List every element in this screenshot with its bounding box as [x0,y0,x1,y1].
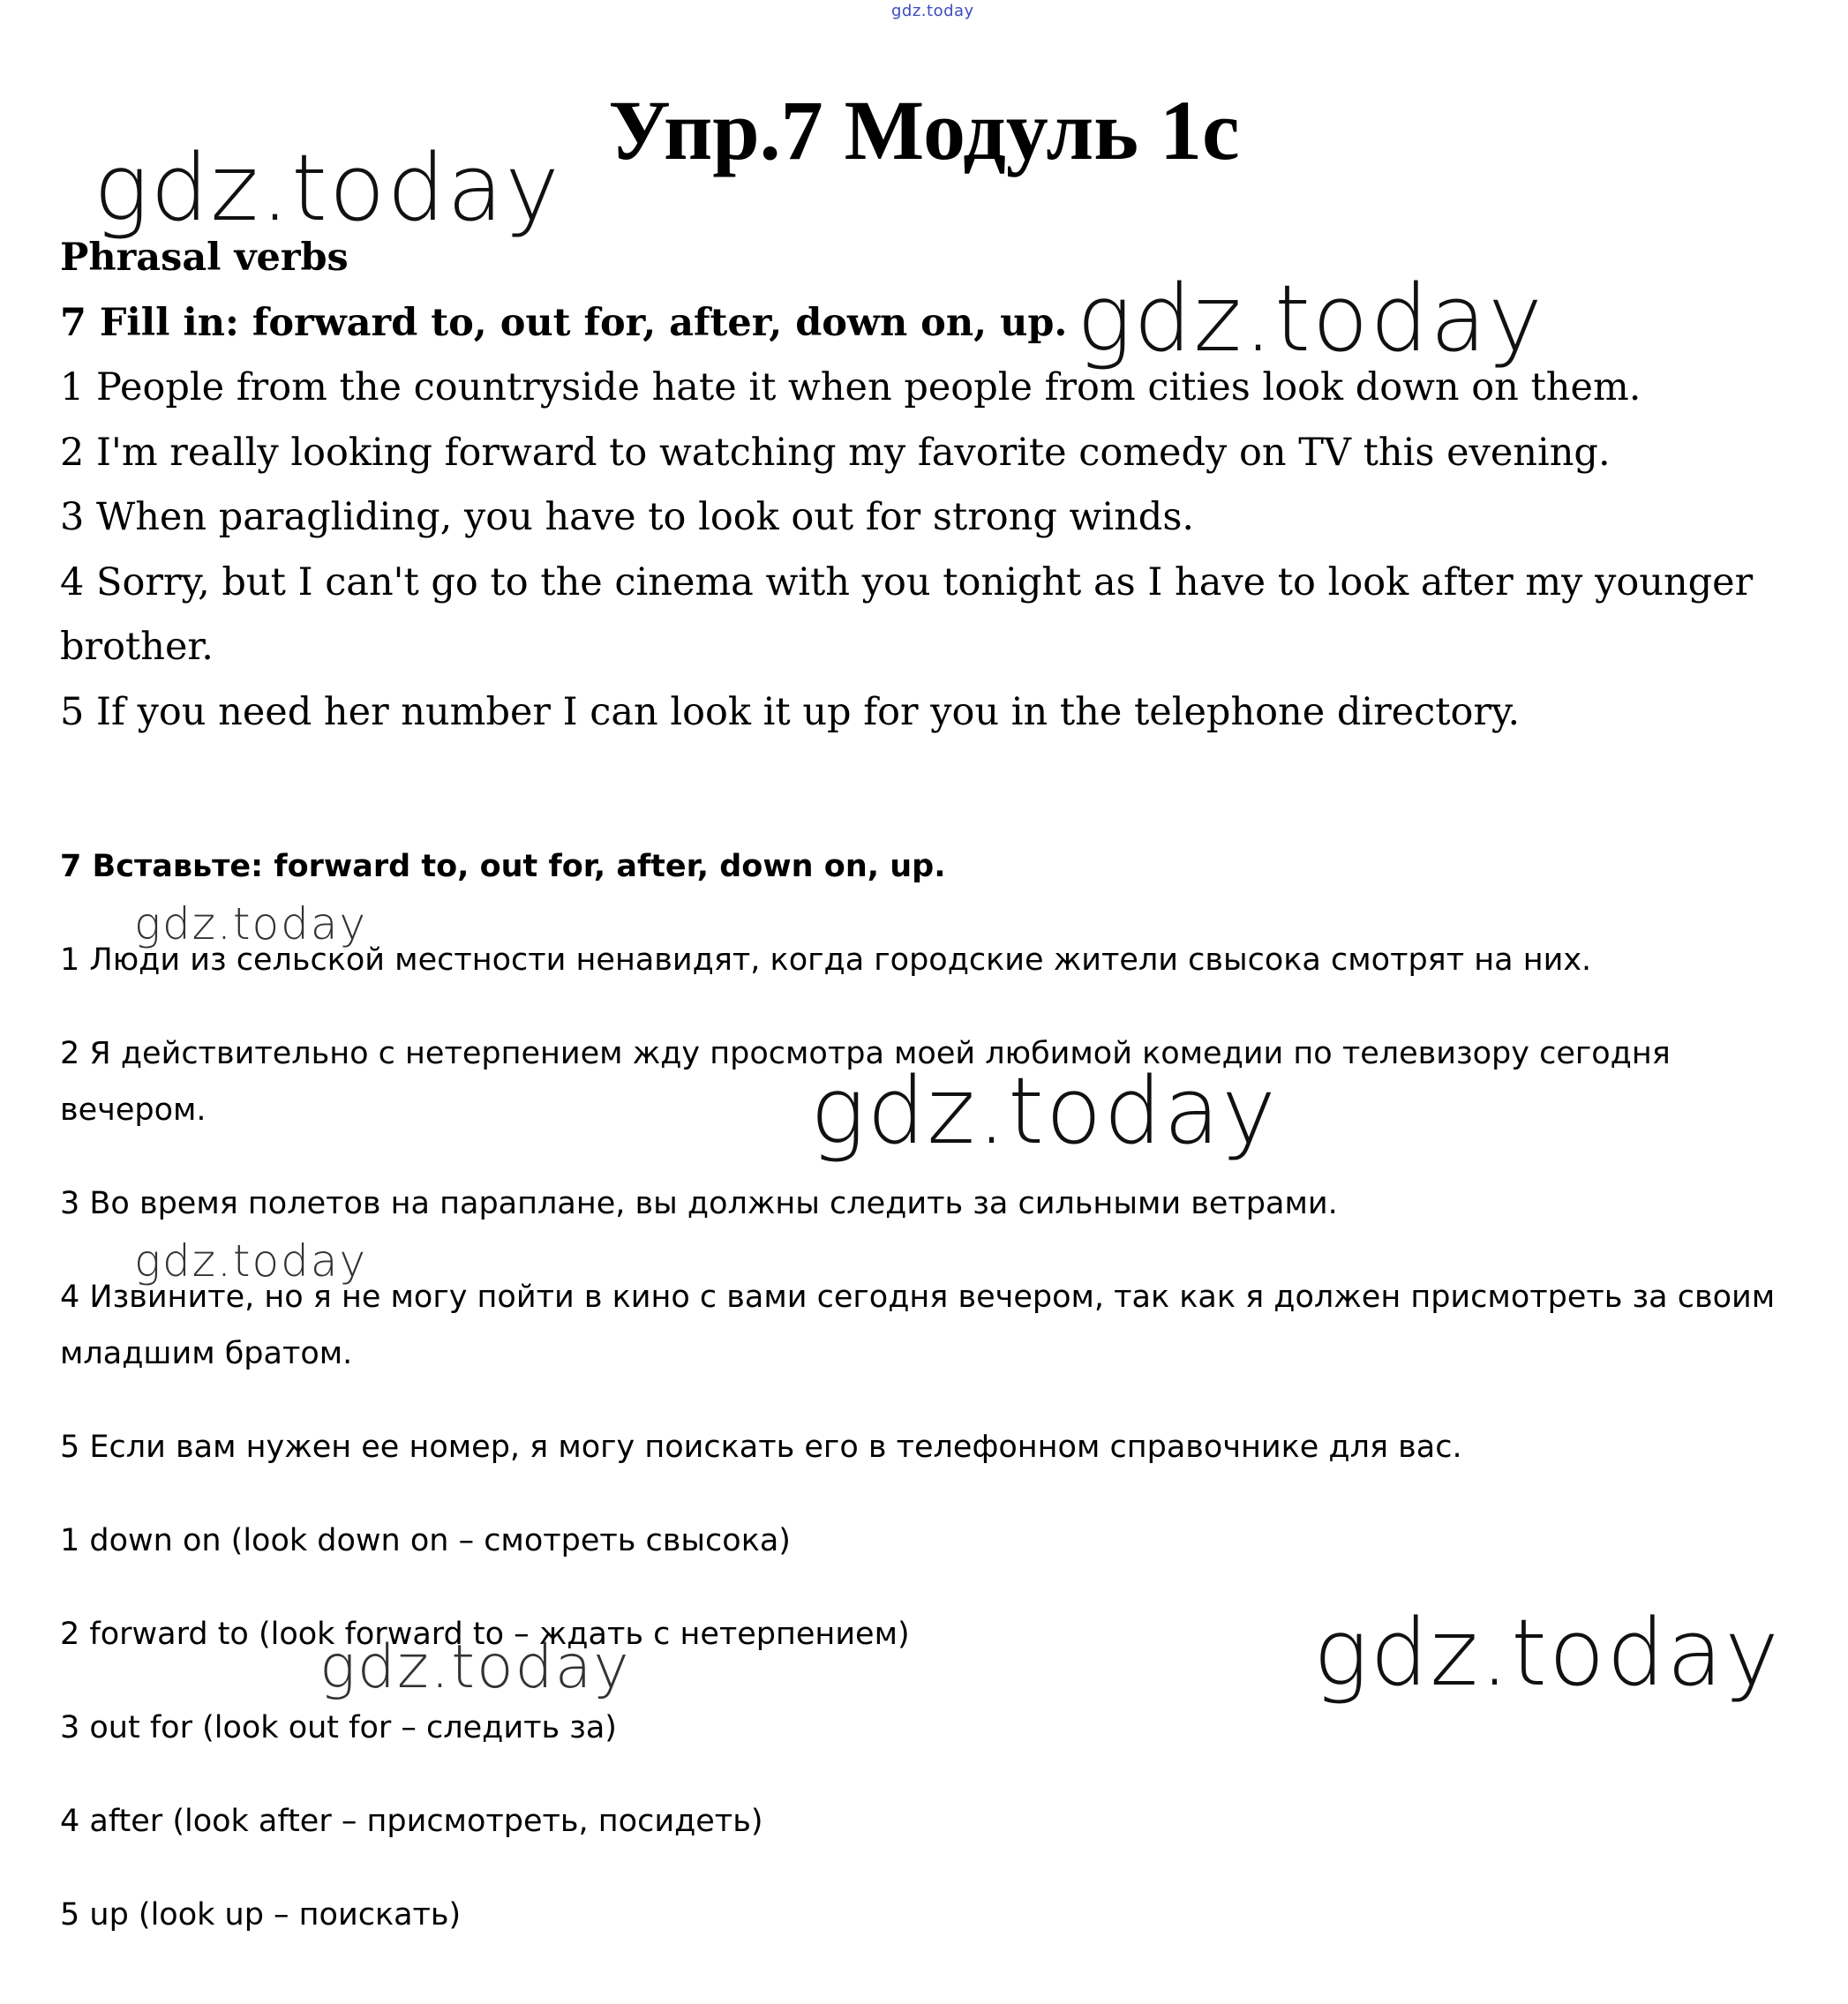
exercise-instruction: 7 Fill in: forward to, out for, after, down on, up. [60,300,1068,345]
answer-list [60,1512,1807,1943]
answer-5: 5 up (look up – поискать) [60,1897,462,1933]
sentence-1: 1 People from the countryside hate it when people from cities look down on them. [60,365,1641,409]
watermark: gdz.today [134,1235,368,1287]
section-heading: Phrasal verbs [60,236,349,280]
top-watermark: gdz.today [891,2,974,20]
watermark: gdz.today [134,898,368,949]
sentence-5: 5 If you need her number I can look it up for you in the telephone directory. [60,689,1521,734]
translation-5: 5 Если вам нужен ее номер, я могу поискать его в телефонном справочнике для вас. [60,1430,1462,1465]
sentence-4: 4 Sorry, but I can't go to the cinema with you tonight as I have to look after my younger brother. [60,559,1754,669]
page-title: Упр.7 Модуль 1с [608,83,1240,177]
watermark: gdz.today [319,1632,631,1702]
translation-3: 3 Во время полетов на параплане, вы должны следить за сильными ветрами. [60,1186,1338,1221]
russian-translation [60,838,1807,1980]
watermark: gdz.today [1077,265,1544,372]
translation-2: 2 Я действительно с нетерпением жду просмотра моей любимой комедии по телевизору сегодня вечером. [60,1036,1671,1128]
sentence-2: 2 I'm really looking forward to watching my favorite comedy on TV this evening. [60,430,1611,475]
translation-1: 1 Люди из сельской местности ненавидят, когда городские жители свысока смотрят на них. [60,942,1592,978]
answer-3: 3 out for (look out for – следить за) [60,1710,617,1745]
watermark: gdz.today [810,1057,1278,1165]
watermark: gdz.today [94,134,561,242]
answer-1: 1 down on (look down on – смотреть свысока) [60,1523,791,1558]
answer-2: 2 forward to (look forward to – ждать с нетерпением) [60,1617,910,1652]
answer-4: 4 after (look after – присмотреть, посидеть) [60,1804,763,1839]
translation-4: 4 Извините, но я не могу пойти в кино с вами сегодня вечером, так как я должен присмотреть за своим младшим братом. [60,1280,1776,1371]
translation-instruction: 7 Вставьте: forward to, out for, after, down on, up. [60,849,946,884]
english-exercise [60,226,1807,745]
watermark: gdz.today [1313,1599,1781,1707]
sentence-3: 3 When paragliding, you have to look out for strong winds. [60,495,1195,539]
